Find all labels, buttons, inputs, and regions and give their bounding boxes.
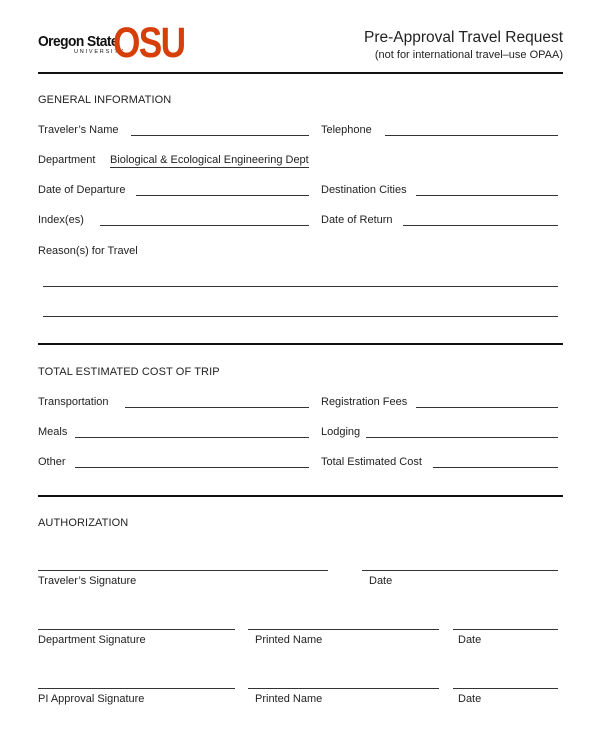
indexes-label: Index(es) bbox=[38, 214, 84, 226]
telephone-field[interactable] bbox=[385, 135, 558, 136]
osu-logo-mark: OSU bbox=[113, 19, 185, 67]
indexes-field[interactable] bbox=[100, 225, 309, 226]
department-field[interactable]: Biological & Ecological Engineering Dept bbox=[110, 154, 309, 166]
department-label: Department bbox=[38, 154, 96, 166]
travelers-date-label: Date bbox=[369, 575, 393, 587]
pi-date-label: Date bbox=[458, 693, 482, 705]
page-subtitle: (not for international travel–use OPAA) bbox=[374, 49, 563, 61]
page-title: Pre-Approval Travel Request bbox=[363, 29, 563, 46]
reasons-field-line-2[interactable] bbox=[43, 316, 558, 317]
header-divider bbox=[38, 72, 563, 74]
department-signature-label: Department Signature bbox=[38, 634, 146, 646]
pi-signature-field[interactable] bbox=[38, 688, 235, 689]
lodging-label: Lodging bbox=[321, 426, 361, 438]
general-information-heading: GENERAL INFORMATION bbox=[38, 94, 172, 106]
registration-fees-field[interactable] bbox=[416, 407, 558, 408]
general-section-divider bbox=[38, 343, 563, 345]
date-of-return-field[interactable] bbox=[403, 225, 558, 226]
department-date-field[interactable] bbox=[453, 629, 558, 630]
other-field[interactable] bbox=[75, 467, 309, 468]
total-estimated-cost-label: Total Estimated Cost bbox=[321, 456, 422, 468]
date-of-departure-label: Date of Departure bbox=[38, 184, 126, 196]
cost-section-divider bbox=[38, 495, 563, 497]
logo-name: Oregon State bbox=[38, 33, 119, 50]
department-signature-field[interactable] bbox=[38, 629, 235, 630]
date-of-return-label: Date of Return bbox=[321, 214, 393, 226]
pi-signature-label: PI Approval Signature bbox=[38, 693, 145, 705]
total-cost-heading: TOTAL ESTIMATED COST OF TRIP bbox=[38, 366, 220, 378]
other-label: Other bbox=[38, 456, 66, 468]
meals-field[interactable] bbox=[75, 437, 309, 438]
destination-cities-field[interactable] bbox=[416, 195, 558, 196]
transportation-field[interactable] bbox=[125, 407, 309, 408]
reasons-for-travel-label: Reason(s) for Travel bbox=[38, 245, 138, 257]
travelers-name-label: Traveler’s Name bbox=[38, 124, 119, 136]
travelers-signature-label: Traveler’s Signature bbox=[38, 575, 137, 587]
date-of-departure-field[interactable] bbox=[136, 195, 309, 196]
pi-printed-name-field[interactable] bbox=[248, 688, 439, 689]
telephone-label: Telephone bbox=[321, 124, 372, 136]
travelers-name-field[interactable] bbox=[131, 135, 309, 136]
pi-date-field[interactable] bbox=[453, 688, 558, 689]
reasons-field-line-1[interactable] bbox=[43, 286, 558, 287]
logo-university: UNIVERSITY bbox=[74, 49, 126, 55]
authorization-heading: AUTHORIZATION bbox=[38, 517, 129, 529]
registration-fees-label: Registration Fees bbox=[321, 396, 408, 408]
department-printed-name-field[interactable] bbox=[248, 629, 439, 630]
lodging-field[interactable] bbox=[366, 437, 558, 438]
meals-label: Meals bbox=[38, 426, 68, 438]
department-date-label: Date bbox=[458, 634, 482, 646]
travelers-signature-field[interactable] bbox=[38, 570, 328, 571]
pi-printed-name-label: Printed Name bbox=[255, 693, 323, 705]
osu-logo-wordmark bbox=[38, 33, 125, 55]
destination-cities-label: Destination Cities bbox=[321, 184, 407, 196]
travelers-date-field[interactable] bbox=[362, 570, 558, 571]
transportation-label: Transportation bbox=[38, 396, 109, 408]
total-estimated-cost-field[interactable] bbox=[433, 467, 558, 468]
department-printed-name-label: Printed Name bbox=[255, 634, 323, 646]
